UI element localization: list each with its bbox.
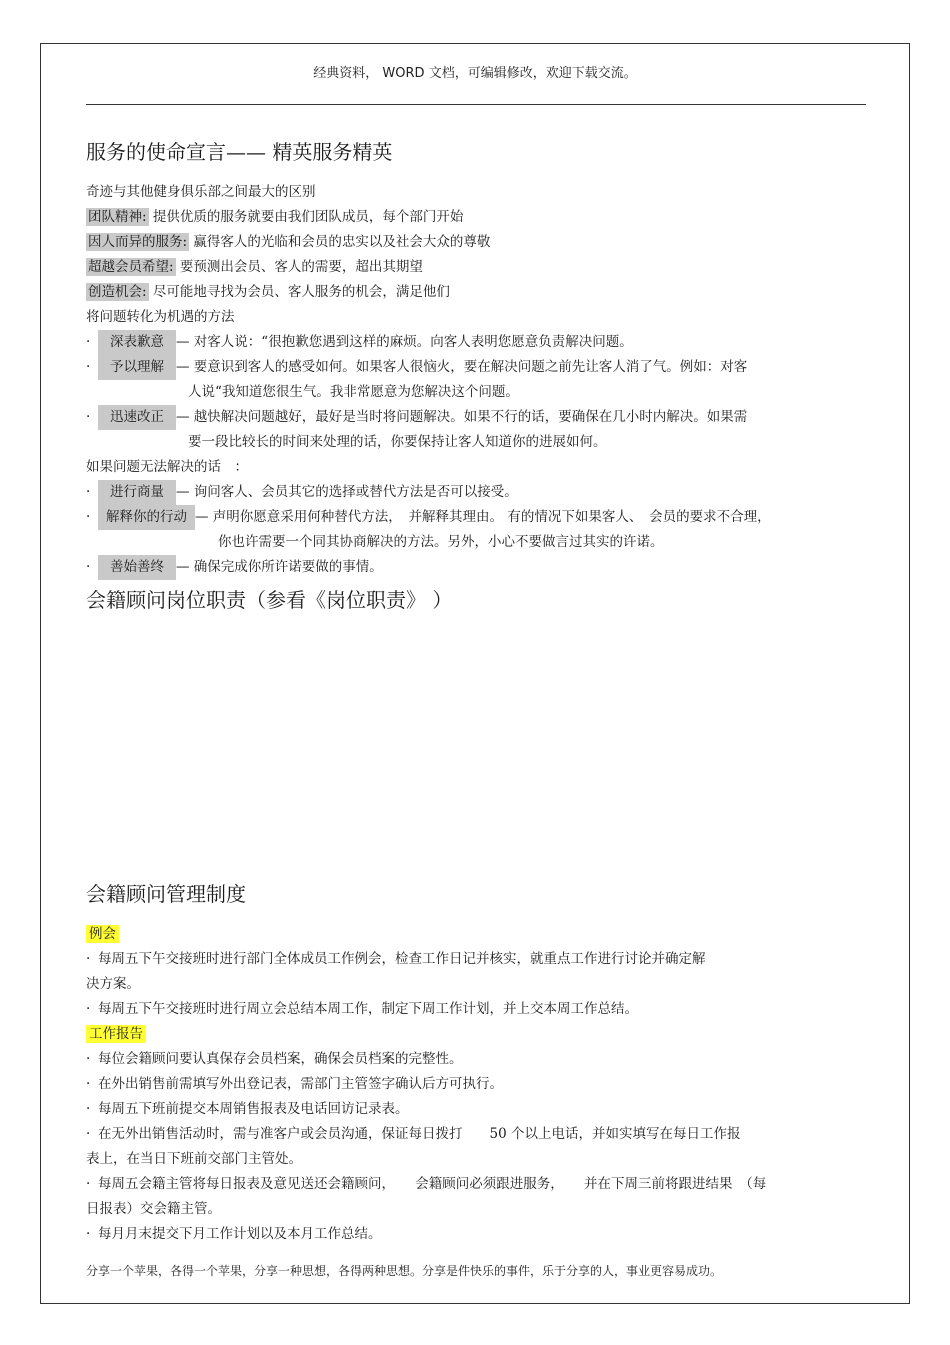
method-item [86, 330, 866, 355]
report-text: 每周五会籍主管将每日报表及意见送还会籍顾问， 会籍顾问必须跟进服务， 并在下周三前将跟进结果 （每 [98, 1176, 767, 1192]
principle-text: 要预测出会员、客人的需要，超出其期望 [179, 259, 423, 275]
report-item [86, 1097, 866, 1122]
section-title-mission: 服务的使命宣言—— 精英服务精英 [86, 140, 393, 164]
report-item [86, 1047, 866, 1072]
unsolved-item [86, 480, 866, 505]
principle-text: 提供优质的服务就要由我们团队成员，每个部门开始 [152, 209, 464, 225]
principle-item [86, 255, 866, 280]
bullet-dot: · [86, 1001, 91, 1017]
bullet-dot: · [86, 559, 91, 575]
principle-label: 团队精神: [88, 209, 147, 225]
method-continuation: 人说“我知道您很生气。我非常愿意为您解决这个问题。 [188, 384, 519, 400]
unsolved-text: — 声明你愿意采用何种替代方法， 并解释其理由。 有的情况下如果客人、 会员的要求不合理， [195, 509, 771, 525]
method-item [86, 355, 866, 380]
report-item [86, 1072, 866, 1097]
report-text: 在外出销售前需填写外出登记表，需部门主管签字确认后方可执行。 [98, 1076, 503, 1092]
bullet-dot: · [86, 334, 91, 350]
bullet-dot: · [86, 1176, 91, 1192]
section-title-management: 会籍顾问管理制度 [86, 882, 246, 906]
method-title: 将问题转化为机遇的方法 [86, 309, 235, 325]
report-text: 每位会籍顾问要认真保存会员档案，确保会员档案的完整性。 [98, 1051, 463, 1067]
method-tag: 深表歉意 [98, 330, 176, 355]
principle-label: 因人而异的服务: [88, 234, 188, 250]
page-footer: 分享一个苹果，各得一个苹果，分享一种思想，各得两种思想。分享是件快乐的事件，乐于分享的人，事业更容易成功。 [86, 1264, 723, 1278]
meeting-text: 每周五下午交接班时进行周立会总结本周工作，制定下周工作计划，并上交本周工作总结。 [98, 1001, 638, 1017]
unsolved-text: — 询问客人、会员其它的选择或替代方法是否可以接受。 [176, 484, 518, 500]
unsolved-title: 如果问题无法解决的话 ： [86, 459, 248, 475]
report-text: 每周五下班前提交本周销售报表及电话回访记录表。 [98, 1101, 409, 1117]
bullet-dot: · [86, 509, 91, 525]
principle-item [86, 205, 866, 230]
report-item [86, 1172, 866, 1197]
meeting-item [86, 947, 866, 972]
bullet-dot: · [86, 1076, 91, 1092]
method-text: — 越快解决问题越好，最好是当时将问题解决。如果不行的话，要确保在几小时内解决。如果需 [176, 409, 748, 425]
report-text: 每月月末提交下月工作计划以及本月工作总结。 [98, 1226, 382, 1242]
bullet-dot: · [86, 1051, 91, 1067]
bullet-dot: · [86, 951, 91, 967]
blank-area [86, 614, 866, 880]
principle-item [86, 230, 866, 255]
report-continuation: 日报表）交会籍主管。 [86, 1201, 221, 1217]
unsolved-text: — 确保完成你所许诺要做的事情。 [176, 559, 383, 575]
report-label-line [86, 1022, 866, 1047]
principle-item [86, 280, 866, 305]
bullet-dot: · [86, 1126, 91, 1142]
report-continuation: 表上，在当日下班前交部门主管处。 [86, 1151, 302, 1167]
principle-text: 尽可能地寻找为会员、客人服务的机会，满足他们 [152, 284, 450, 300]
report-item [86, 1222, 866, 1247]
meeting-continuation: 决方案。 [86, 976, 140, 992]
bullet-dot: · [86, 409, 91, 425]
method-tag: 予以理解 [98, 355, 176, 380]
document-body [86, 138, 866, 1247]
principle-label: 超越会员希望: [88, 259, 174, 275]
bullet-dot: · [86, 484, 91, 500]
principle-label: 创造机会: [88, 284, 147, 300]
unsolved-continuation: 你也许需要一个同其协商解决的方法。另外，小心不要做言过其实的许诺。 [218, 534, 664, 550]
method-text: — 要意识到客人的感受如何。如果客人很恼火，要在解决问题之前先让客人消了气。例如：对客 [176, 359, 748, 375]
intro-line: 奇迹与其他健身俱乐部之间最大的区别 [86, 184, 316, 200]
bullet-dot: · [86, 1226, 91, 1242]
meeting-text: 每周五下午交接班时进行部门全体成员工作例会，检查工作日记并核实，就重点工作进行讨论并确定解 [98, 951, 706, 967]
method-item [86, 405, 866, 430]
unsolved-item [86, 505, 866, 530]
unsolved-tag: 善始善终 [98, 555, 176, 580]
meeting-item [86, 997, 866, 1022]
unsolved-tag: 解释你的行动 [98, 505, 195, 530]
report-label: 工作报告 [86, 1025, 146, 1043]
method-tag: 迅速改正 [98, 405, 176, 430]
unsolved-tag: 进行商量 [98, 480, 176, 505]
header-divider [86, 104, 866, 105]
bullet-dot: · [86, 1101, 91, 1117]
section-title-duties: 会籍顾问岗位职责（参看《岗位职责》 ） [86, 588, 453, 612]
method-text: — 对客人说：“很抱歉您遇到这样的麻烦。向客人表明您愿意负责解决问题。 [176, 334, 633, 350]
method-continuation: 要一段比较长的时间来处理的话，你要保持让客人知道你的进展如何。 [188, 434, 607, 450]
principle-text: 赢得客人的光临和会员的忠实以及社会大众的尊敬 [193, 234, 491, 250]
report-item [86, 1122, 866, 1147]
unsolved-item [86, 555, 866, 580]
report-text: 在无外出销售活动时，需与准客户或会员沟通，保证每日拨打 50 个以上电话，并如实填写在每日工作报 [98, 1126, 741, 1142]
page-header: 经典资料， WORD 文档，可编辑修改，欢迎下载交流。 [313, 66, 637, 81]
meeting-label-line [86, 922, 866, 947]
bullet-dot: · [86, 359, 91, 375]
meeting-label: 例会 [86, 925, 119, 943]
